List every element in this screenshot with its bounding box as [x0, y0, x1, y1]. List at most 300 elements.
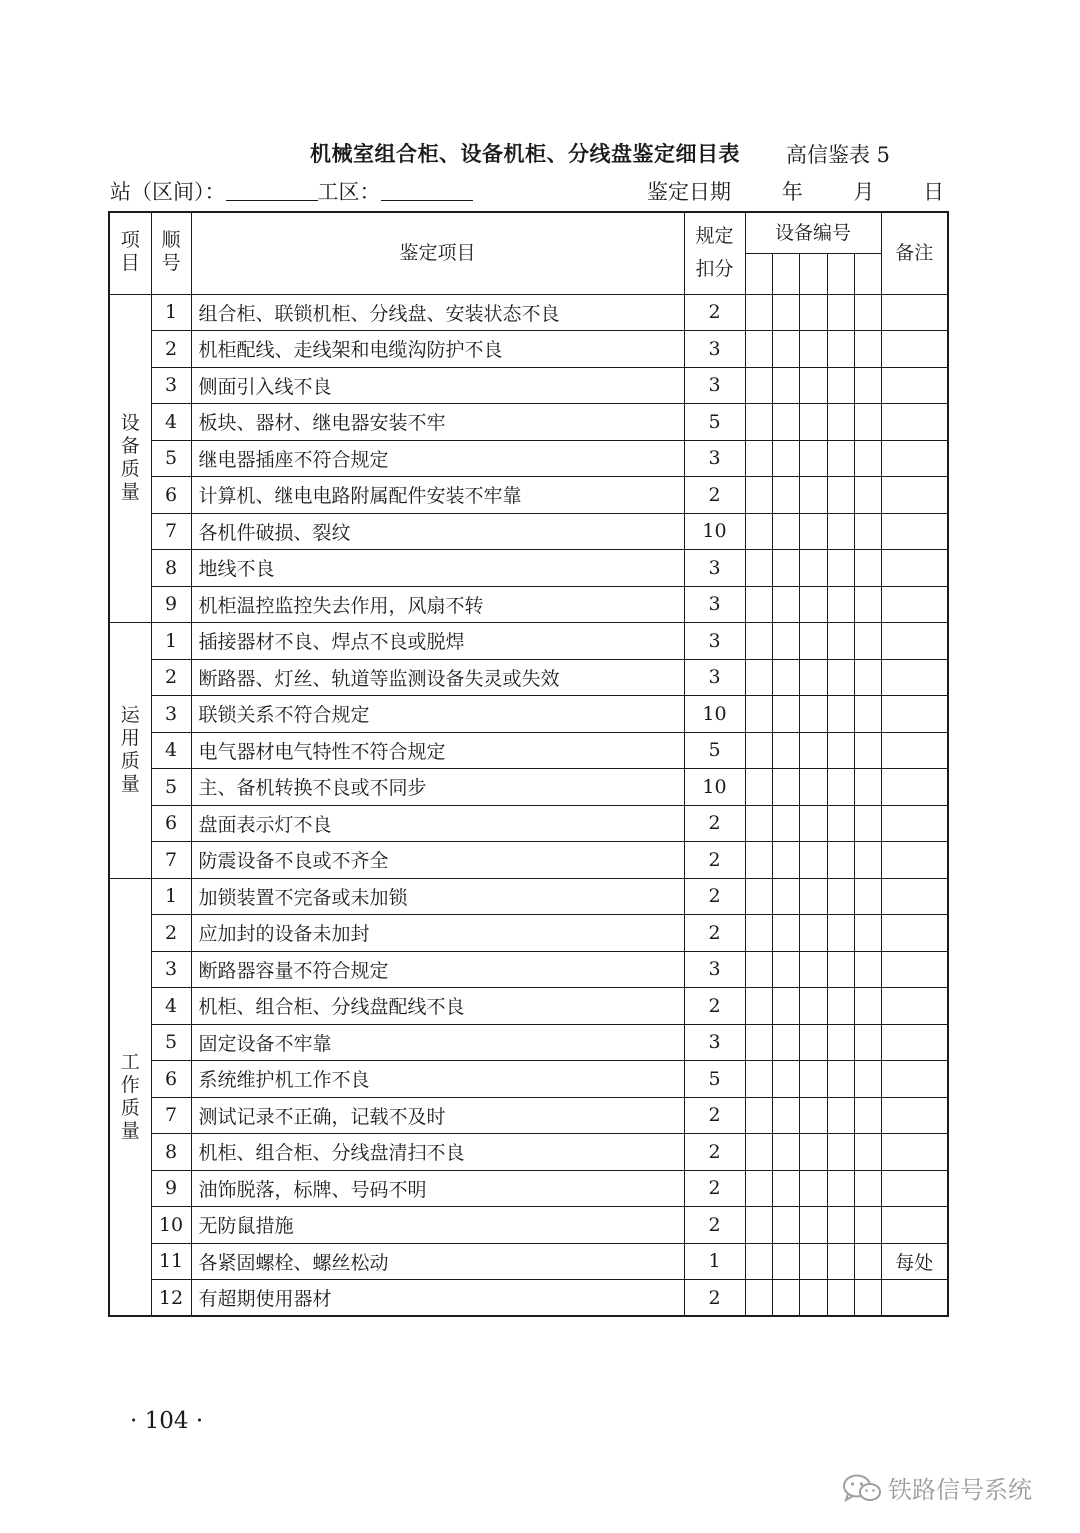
table-row [109, 1243, 948, 1280]
remark-cell[interactable] [881, 659, 948, 696]
row-number: 3 [151, 696, 191, 733]
device-cell[interactable] [827, 331, 854, 368]
device-cell[interactable] [772, 696, 799, 733]
deduction-points: 3 [684, 586, 745, 623]
device-cell[interactable] [799, 477, 827, 514]
remark-cell[interactable] [881, 842, 948, 879]
device-cell[interactable] [772, 550, 799, 587]
watermark-text: 铁路信号系统 [888, 1476, 1032, 1504]
table-row [109, 294, 948, 331]
device-cell[interactable] [772, 915, 799, 952]
table-row [109, 623, 948, 660]
device-cell[interactable] [827, 805, 854, 842]
appraisal-item: 固定设备不牢靠 [191, 1024, 684, 1061]
table-row [109, 878, 948, 915]
row-number: 11 [151, 1243, 191, 1280]
deduction-points: 2 [684, 294, 745, 331]
remark-cell[interactable] [881, 1280, 948, 1317]
header-category: 项目 [109, 212, 151, 294]
device-cell[interactable] [827, 550, 854, 587]
row-number: 6 [151, 1061, 191, 1098]
deduction-points: 2 [684, 915, 745, 952]
device-cell[interactable] [854, 696, 881, 733]
header-device-no: 设备编号 [745, 212, 881, 253]
row-number: 2 [151, 331, 191, 368]
table-row [109, 1024, 948, 1061]
device-cell[interactable] [772, 440, 799, 477]
device-cell[interactable] [772, 769, 799, 806]
deduction-points: 10 [684, 513, 745, 550]
device-cell[interactable] [799, 1280, 827, 1317]
row-number: 9 [151, 586, 191, 623]
device-cell[interactable] [745, 1280, 772, 1317]
deduction-points: 5 [684, 732, 745, 769]
remark-cell[interactable] [881, 404, 948, 441]
deduction-points: 2 [684, 842, 745, 879]
device-no-column [745, 253, 772, 294]
device-cell[interactable] [854, 367, 881, 404]
device-cell[interactable] [799, 1207, 827, 1244]
appraisal-item: 有超期使用器材 [191, 1280, 684, 1317]
work-area-blank[interactable] [381, 180, 473, 201]
device-cell[interactable] [854, 1061, 881, 1098]
appraisal-item: 联锁关系不符合规定 [191, 696, 684, 733]
device-cell[interactable] [799, 1024, 827, 1061]
work-area-label: 工区： [317, 180, 381, 204]
row-number: 7 [151, 513, 191, 550]
row-number: 5 [151, 440, 191, 477]
device-cell[interactable] [854, 513, 881, 550]
remark-cell[interactable] [881, 915, 948, 952]
deduction-points: 3 [684, 623, 745, 660]
device-cell[interactable] [854, 1097, 881, 1134]
device-cell[interactable] [799, 513, 827, 550]
device-cell[interactable] [799, 440, 827, 477]
device-cell[interactable] [772, 659, 799, 696]
device-cell[interactable] [854, 294, 881, 331]
device-cell[interactable] [745, 805, 772, 842]
appraisal-item: 测试记录不正确，记载不及时 [191, 1097, 684, 1134]
row-number: 8 [151, 1134, 191, 1171]
header-remark: 备注 [881, 212, 948, 294]
remark-cell[interactable]: 每处 [881, 1243, 948, 1280]
table-row [109, 1170, 948, 1207]
year-label: 年 [781, 180, 803, 204]
row-number: 8 [151, 550, 191, 587]
device-cell[interactable] [772, 1134, 799, 1171]
device-cell[interactable] [799, 1243, 827, 1280]
row-number: 2 [151, 659, 191, 696]
appraisal-item: 主、备机转换不良或不同步 [191, 769, 684, 806]
row-number: 1 [151, 878, 191, 915]
device-cell[interactable] [745, 367, 772, 404]
appraisal-item: 插接器材不良、焊点不良或脱焊 [191, 623, 684, 660]
remark-cell[interactable] [881, 1024, 948, 1061]
device-cell[interactable] [745, 1170, 772, 1207]
header-points: 规定扣分 [684, 212, 745, 294]
appraisal-table [108, 211, 949, 1317]
deduction-points: 2 [684, 878, 745, 915]
device-cell[interactable] [745, 404, 772, 441]
device-cell[interactable] [854, 988, 881, 1025]
table-row [109, 659, 948, 696]
station-blank[interactable] [226, 180, 318, 201]
appraisal-item: 地线不良 [191, 550, 684, 587]
remark-cell[interactable] [881, 1097, 948, 1134]
device-cell[interactable] [745, 696, 772, 733]
appraisal-item: 继电器插座不符合规定 [191, 440, 684, 477]
device-cell[interactable] [799, 659, 827, 696]
device-cell[interactable] [772, 878, 799, 915]
device-cell[interactable] [854, 1243, 881, 1280]
device-cell[interactable] [854, 1170, 881, 1207]
table-row [109, 404, 948, 441]
device-no-column [799, 253, 827, 294]
device-cell[interactable] [745, 1243, 772, 1280]
device-cell[interactable] [799, 550, 827, 587]
device-cell[interactable] [745, 878, 772, 915]
device-cell[interactable] [745, 659, 772, 696]
remark-cell[interactable] [881, 550, 948, 587]
remark-cell[interactable] [881, 1170, 948, 1207]
device-cell[interactable] [854, 915, 881, 952]
remark-cell[interactable] [881, 878, 948, 915]
appraisal-item: 侧面引入线不良 [191, 367, 684, 404]
remark-cell[interactable] [881, 331, 948, 368]
device-no-column [854, 253, 881, 294]
device-cell[interactable] [772, 294, 799, 331]
device-cell[interactable] [827, 842, 854, 879]
device-cell[interactable] [772, 988, 799, 1025]
device-cell[interactable] [854, 1280, 881, 1317]
device-cell[interactable] [854, 440, 881, 477]
device-cell[interactable] [745, 513, 772, 550]
device-cell[interactable] [854, 732, 881, 769]
row-number: 4 [151, 732, 191, 769]
device-cell[interactable] [772, 951, 799, 988]
device-cell[interactable] [854, 842, 881, 879]
appraisal-item: 电气器材电气特性不符合规定 [191, 732, 684, 769]
device-cell[interactable] [799, 915, 827, 952]
device-cell[interactable] [799, 842, 827, 879]
table-row [109, 951, 948, 988]
device-cell[interactable] [854, 878, 881, 915]
date-label: 鉴定日期 [647, 180, 731, 204]
device-cell[interactable] [799, 367, 827, 404]
appraisal-item: 机柜配线、走线架和电缆沟防护不良 [191, 331, 684, 368]
row-number: 9 [151, 1170, 191, 1207]
month-label: 月 [853, 180, 875, 204]
appraisal-item: 断路器、灯丝、轨道等监测设备失灵或失效 [191, 659, 684, 696]
device-cell[interactable] [799, 732, 827, 769]
remark-cell[interactable] [881, 1061, 948, 1098]
device-cell[interactable] [827, 659, 854, 696]
device-cell[interactable] [854, 550, 881, 587]
header-item: 鉴定项目 [191, 212, 684, 294]
device-cell[interactable] [772, 367, 799, 404]
remark-cell[interactable] [881, 769, 948, 806]
remark-cell[interactable] [881, 696, 948, 733]
device-cell[interactable] [799, 623, 827, 660]
deduction-points: 3 [684, 659, 745, 696]
device-cell[interactable] [745, 1207, 772, 1244]
row-number: 4 [151, 988, 191, 1025]
device-cell[interactable] [854, 331, 881, 368]
device-cell[interactable] [745, 440, 772, 477]
device-cell[interactable] [745, 951, 772, 988]
remark-cell[interactable] [881, 294, 948, 331]
device-cell[interactable] [854, 805, 881, 842]
device-cell[interactable] [772, 1097, 799, 1134]
appraisal-item: 防震设备不良或不齐全 [191, 842, 684, 879]
deduction-points: 3 [684, 440, 745, 477]
device-cell[interactable] [854, 769, 881, 806]
device-cell[interactable] [827, 1024, 854, 1061]
table-row [109, 477, 948, 514]
device-cell[interactable] [772, 732, 799, 769]
table-row [109, 769, 948, 806]
row-number: 7 [151, 842, 191, 879]
device-cell[interactable] [745, 1024, 772, 1061]
device-cell[interactable] [854, 1134, 881, 1171]
deduction-points: 5 [684, 1061, 745, 1098]
device-cell[interactable] [772, 331, 799, 368]
device-cell[interactable] [799, 769, 827, 806]
table-row [109, 331, 948, 368]
remark-cell[interactable] [881, 513, 948, 550]
device-cell[interactable] [827, 586, 854, 623]
date-field [647, 176, 944, 206]
table-row [109, 550, 948, 587]
row-number: 5 [151, 769, 191, 806]
deduction-points: 5 [684, 404, 745, 441]
device-cell[interactable] [854, 659, 881, 696]
remark-cell[interactable] [881, 586, 948, 623]
device-cell[interactable] [745, 477, 772, 514]
device-cell[interactable] [827, 477, 854, 514]
row-number: 10 [151, 1207, 191, 1244]
deduction-points: 10 [684, 769, 745, 806]
device-cell[interactable] [772, 1207, 799, 1244]
table-row [109, 732, 948, 769]
device-cell[interactable] [772, 1061, 799, 1098]
remark-cell[interactable] [881, 732, 948, 769]
device-cell[interactable] [772, 1280, 799, 1317]
wechat-icon [842, 1473, 882, 1503]
deduction-points: 2 [684, 1134, 745, 1171]
appraisal-item: 各机件破损、裂纹 [191, 513, 684, 550]
device-cell[interactable] [799, 1061, 827, 1098]
device-cell[interactable] [854, 1024, 881, 1061]
category-cell: 设备质量 [109, 294, 151, 623]
device-cell[interactable] [827, 1280, 854, 1317]
device-cell[interactable] [799, 586, 827, 623]
deduction-points: 3 [684, 951, 745, 988]
device-cell[interactable] [827, 294, 854, 331]
row-number: 4 [151, 404, 191, 441]
deduction-points: 2 [684, 1170, 745, 1207]
device-cell[interactable] [745, 915, 772, 952]
appraisal-item: 组合柜、联锁机柜、分线盘、安装状态不良 [191, 294, 684, 331]
row-number: 7 [151, 1097, 191, 1134]
device-cell[interactable] [799, 294, 827, 331]
device-cell[interactable] [799, 1134, 827, 1171]
device-cell[interactable] [854, 586, 881, 623]
device-cell[interactable] [799, 878, 827, 915]
station-label: 站（区间）： [110, 180, 226, 204]
device-no-column [772, 253, 799, 294]
device-cell[interactable] [827, 769, 854, 806]
remark-cell[interactable] [881, 440, 948, 477]
table-row [109, 805, 948, 842]
table-row [109, 842, 948, 879]
appraisal-item: 板块、器材、继电器安装不牢 [191, 404, 684, 441]
device-cell[interactable] [745, 294, 772, 331]
row-number: 1 [151, 294, 191, 331]
device-cell[interactable] [827, 1134, 854, 1171]
deduction-points: 2 [684, 805, 745, 842]
appraisal-item: 油饰脱落，标牌、号码不明 [191, 1170, 684, 1207]
device-cell[interactable] [799, 404, 827, 441]
device-cell[interactable] [827, 367, 854, 404]
device-cell[interactable] [854, 404, 881, 441]
device-cell[interactable] [745, 1061, 772, 1098]
remark-cell[interactable] [881, 1207, 948, 1244]
device-cell[interactable] [827, 440, 854, 477]
device-no-column [827, 253, 854, 294]
device-cell[interactable] [745, 842, 772, 879]
table-row [109, 696, 948, 733]
category-cell: 工作质量 [109, 878, 151, 1316]
appraisal-item: 应加封的设备未加封 [191, 915, 684, 952]
device-cell[interactable] [745, 1134, 772, 1171]
device-cell[interactable] [772, 404, 799, 441]
device-cell[interactable] [827, 696, 854, 733]
device-cell[interactable] [745, 732, 772, 769]
deduction-points: 1 [684, 1243, 745, 1280]
table-row [109, 367, 948, 404]
device-cell[interactable] [745, 1097, 772, 1134]
row-number: 1 [151, 623, 191, 660]
deduction-points: 2 [684, 1280, 745, 1317]
device-cell[interactable] [799, 1170, 827, 1207]
appraisal-item: 断路器容量不符合规定 [191, 951, 684, 988]
device-cell[interactable] [772, 477, 799, 514]
device-cell[interactable] [772, 513, 799, 550]
appraisal-item: 各紧固螺栓、螺丝松动 [191, 1243, 684, 1280]
device-cell[interactable] [772, 1024, 799, 1061]
table-row [109, 1134, 948, 1171]
row-number: 5 [151, 1024, 191, 1061]
table-row [109, 513, 948, 550]
device-cell[interactable] [827, 1207, 854, 1244]
appraisal-item: 机柜、组合柜、分线盘配线不良 [191, 988, 684, 1025]
row-number: 2 [151, 915, 191, 952]
category-cell: 运用质量 [109, 623, 151, 879]
device-cell[interactable] [772, 623, 799, 660]
row-number: 6 [151, 805, 191, 842]
row-number: 12 [151, 1280, 191, 1317]
device-cell[interactable] [827, 623, 854, 660]
header-number: 顺号 [151, 212, 191, 294]
device-cell[interactable] [827, 988, 854, 1025]
device-cell[interactable] [827, 1061, 854, 1098]
appraisal-item: 机柜、组合柜、分线盘清扫不良 [191, 1134, 684, 1171]
device-cell[interactable] [827, 878, 854, 915]
table-row [109, 1207, 948, 1244]
appraisal-item: 计算机、继电电路附属配件安装不牢靠 [191, 477, 684, 514]
appraisal-item: 系统维护机工作不良 [191, 1061, 684, 1098]
device-cell[interactable] [799, 951, 827, 988]
day-label: 日 [923, 180, 945, 204]
device-cell[interactable] [772, 586, 799, 623]
device-cell[interactable] [827, 732, 854, 769]
device-cell[interactable] [827, 1170, 854, 1207]
device-cell[interactable] [827, 951, 854, 988]
device-cell[interactable] [854, 623, 881, 660]
device-cell[interactable] [745, 331, 772, 368]
device-cell[interactable] [827, 404, 854, 441]
device-cell[interactable] [854, 1207, 881, 1244]
row-number: 6 [151, 477, 191, 514]
remark-cell[interactable] [881, 477, 948, 514]
deduction-points: 2 [684, 1207, 745, 1244]
device-cell[interactable] [745, 623, 772, 660]
deduction-points: 2 [684, 988, 745, 1025]
remark-cell[interactable] [881, 1134, 948, 1171]
device-cell[interactable] [799, 1097, 827, 1134]
device-cell[interactable] [854, 951, 881, 988]
remark-cell[interactable] [881, 805, 948, 842]
remark-cell[interactable] [881, 367, 948, 404]
device-cell[interactable] [772, 1170, 799, 1207]
device-cell[interactable] [854, 477, 881, 514]
remark-cell[interactable] [881, 623, 948, 660]
device-cell[interactable] [827, 1097, 854, 1134]
device-cell[interactable] [827, 1243, 854, 1280]
remark-cell[interactable] [881, 951, 948, 988]
device-cell[interactable] [772, 805, 799, 842]
table-row [109, 988, 948, 1025]
device-cell[interactable] [799, 331, 827, 368]
device-cell[interactable] [799, 805, 827, 842]
device-cell[interactable] [745, 586, 772, 623]
table-row [109, 1097, 948, 1134]
device-cell[interactable] [799, 988, 827, 1025]
table-row [109, 915, 948, 952]
device-cell[interactable] [827, 915, 854, 952]
watermark [842, 1470, 1032, 1505]
device-cell[interactable] [772, 842, 799, 879]
device-cell[interactable] [799, 696, 827, 733]
table-row [109, 586, 948, 623]
form-code: 高信鉴表 5 [786, 143, 891, 167]
deduction-points: 3 [684, 550, 745, 587]
device-cell[interactable] [745, 769, 772, 806]
station-field [110, 176, 473, 206]
appraisal-item: 无防鼠措施 [191, 1207, 684, 1244]
device-cell[interactable] [745, 988, 772, 1025]
appraisal-item: 盘面表示灯不良 [191, 805, 684, 842]
deduction-points: 3 [684, 331, 745, 368]
appraisal-item: 加锁装置不完备或未加锁 [191, 878, 684, 915]
remark-cell[interactable] [881, 988, 948, 1025]
device-cell[interactable] [827, 513, 854, 550]
device-cell[interactable] [772, 1243, 799, 1280]
device-cell[interactable] [745, 550, 772, 587]
table-row [109, 1061, 948, 1098]
deduction-points: 3 [684, 367, 745, 404]
